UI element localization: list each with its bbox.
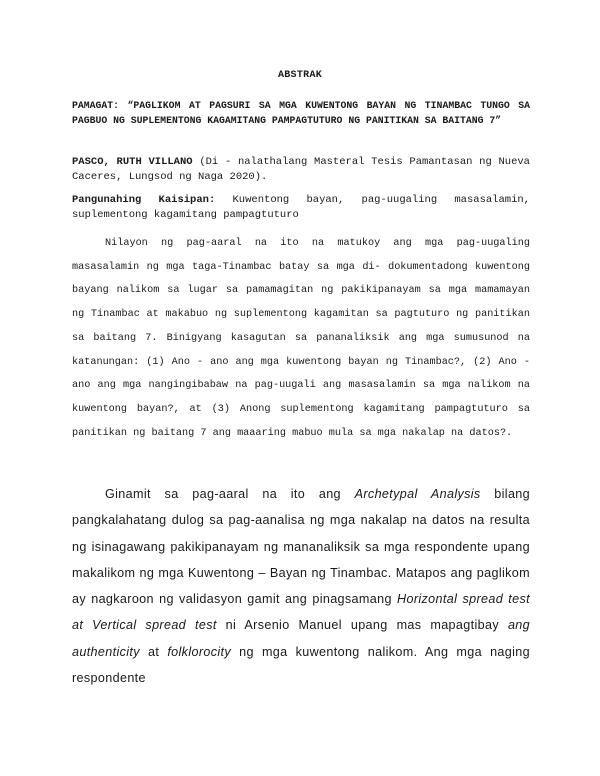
- abstract-paragraph-1: Nilayon ng pag-aaral na ito na matukoy ang mga pag-uugaling masasalamin ng mga taga-Tinambac batay sa mga di- dokumentadong kuwentong bayang nalikom sa lugar sa pamamagitan ng pakikipanayam sa mga mamamayan ng Tinambac at makabuo ng suplementong kagamitan sa pagtuturo ng panitikan sa baitang 7. Binigyang kasagutan sa pananaliksik ang mga sumusunod na katanungan: (1) Ano - ano ang mga kuwentong bayan ng Tinambac?, (2) Ano - ano ang mga nangingibabaw na pag-uugali ang masasalamin sa mga nalikom na kuwentong bayan?, at (3) Anong suplementong kagamitang pampagtuturo sa panitikan ng baitang 7 ang maaaring mabuo mula sa mga nakalap na datos?.: [72, 238, 530, 439]
- keywords-text: Kuwentong bayan, pag-uugaling masasalamin, suplementong kagamitang pampagtuturo: [72, 194, 530, 221]
- paragraph2-text-5: ng mga kuwentong nalikom. Ang mga naging respondente: [72, 644, 530, 686]
- paragraph2-text-4: at: [139, 644, 168, 659]
- paragraph2-text-2: bilang pangkalahatang dulog sa pag-aanalisa ng mga nakalap na datos na resulta ng isinagawang pakikipanayam ng mananaliksik sa mga respondente upang makalikom ng mga Kuwentong – Bayan ng Tinambac. Matapos ang paglikom ay nagkaroon ng validasyon gamit ang pinagsamang: [72, 487, 531, 607]
- citation-details: (Di - nalathalang Masteral Tesis Pamantasan ng Nueva Caceres, Lungsod ng Naga 2020).: [72, 156, 530, 183]
- author-name: PASCO, RUTH VILLANO: [72, 156, 193, 168]
- archetypal-analysis-term: Archetypal Analysis: [354, 487, 481, 501]
- thesis-title: PAMAGAT: “PAGLIKOM AT PAGSURI SA MGA KUWENTONG BAYAN NG TINAMBAC TUNGO SA PAGBUO NG SUPLEMENTONG KAGAMITANG PAMPAGTUTURO NG PANITIKAN SA BAITANG 7”: [72, 100, 530, 126]
- authenticity-term: ang authenticity: [72, 618, 530, 659]
- keywords: [72, 193, 530, 223]
- folklorocity-term: folklorocity: [167, 644, 232, 659]
- paragraph2-text-3: ni Arsenio Manuel upang mas mapagtibay: [216, 618, 508, 633]
- page-title: ABSTRAK: [277, 70, 323, 81]
- keywords-label: Pangunahing Kaisipan:: [72, 194, 216, 206]
- abstract-paragraph-2: [72, 481, 530, 691]
- citation: [72, 155, 530, 185]
- spread-test-term: Horizontal spread test at Vertical spread test: [72, 592, 531, 633]
- paragraph2-text-1: Ginamit sa pag-aaral na ito ang: [105, 487, 355, 501]
